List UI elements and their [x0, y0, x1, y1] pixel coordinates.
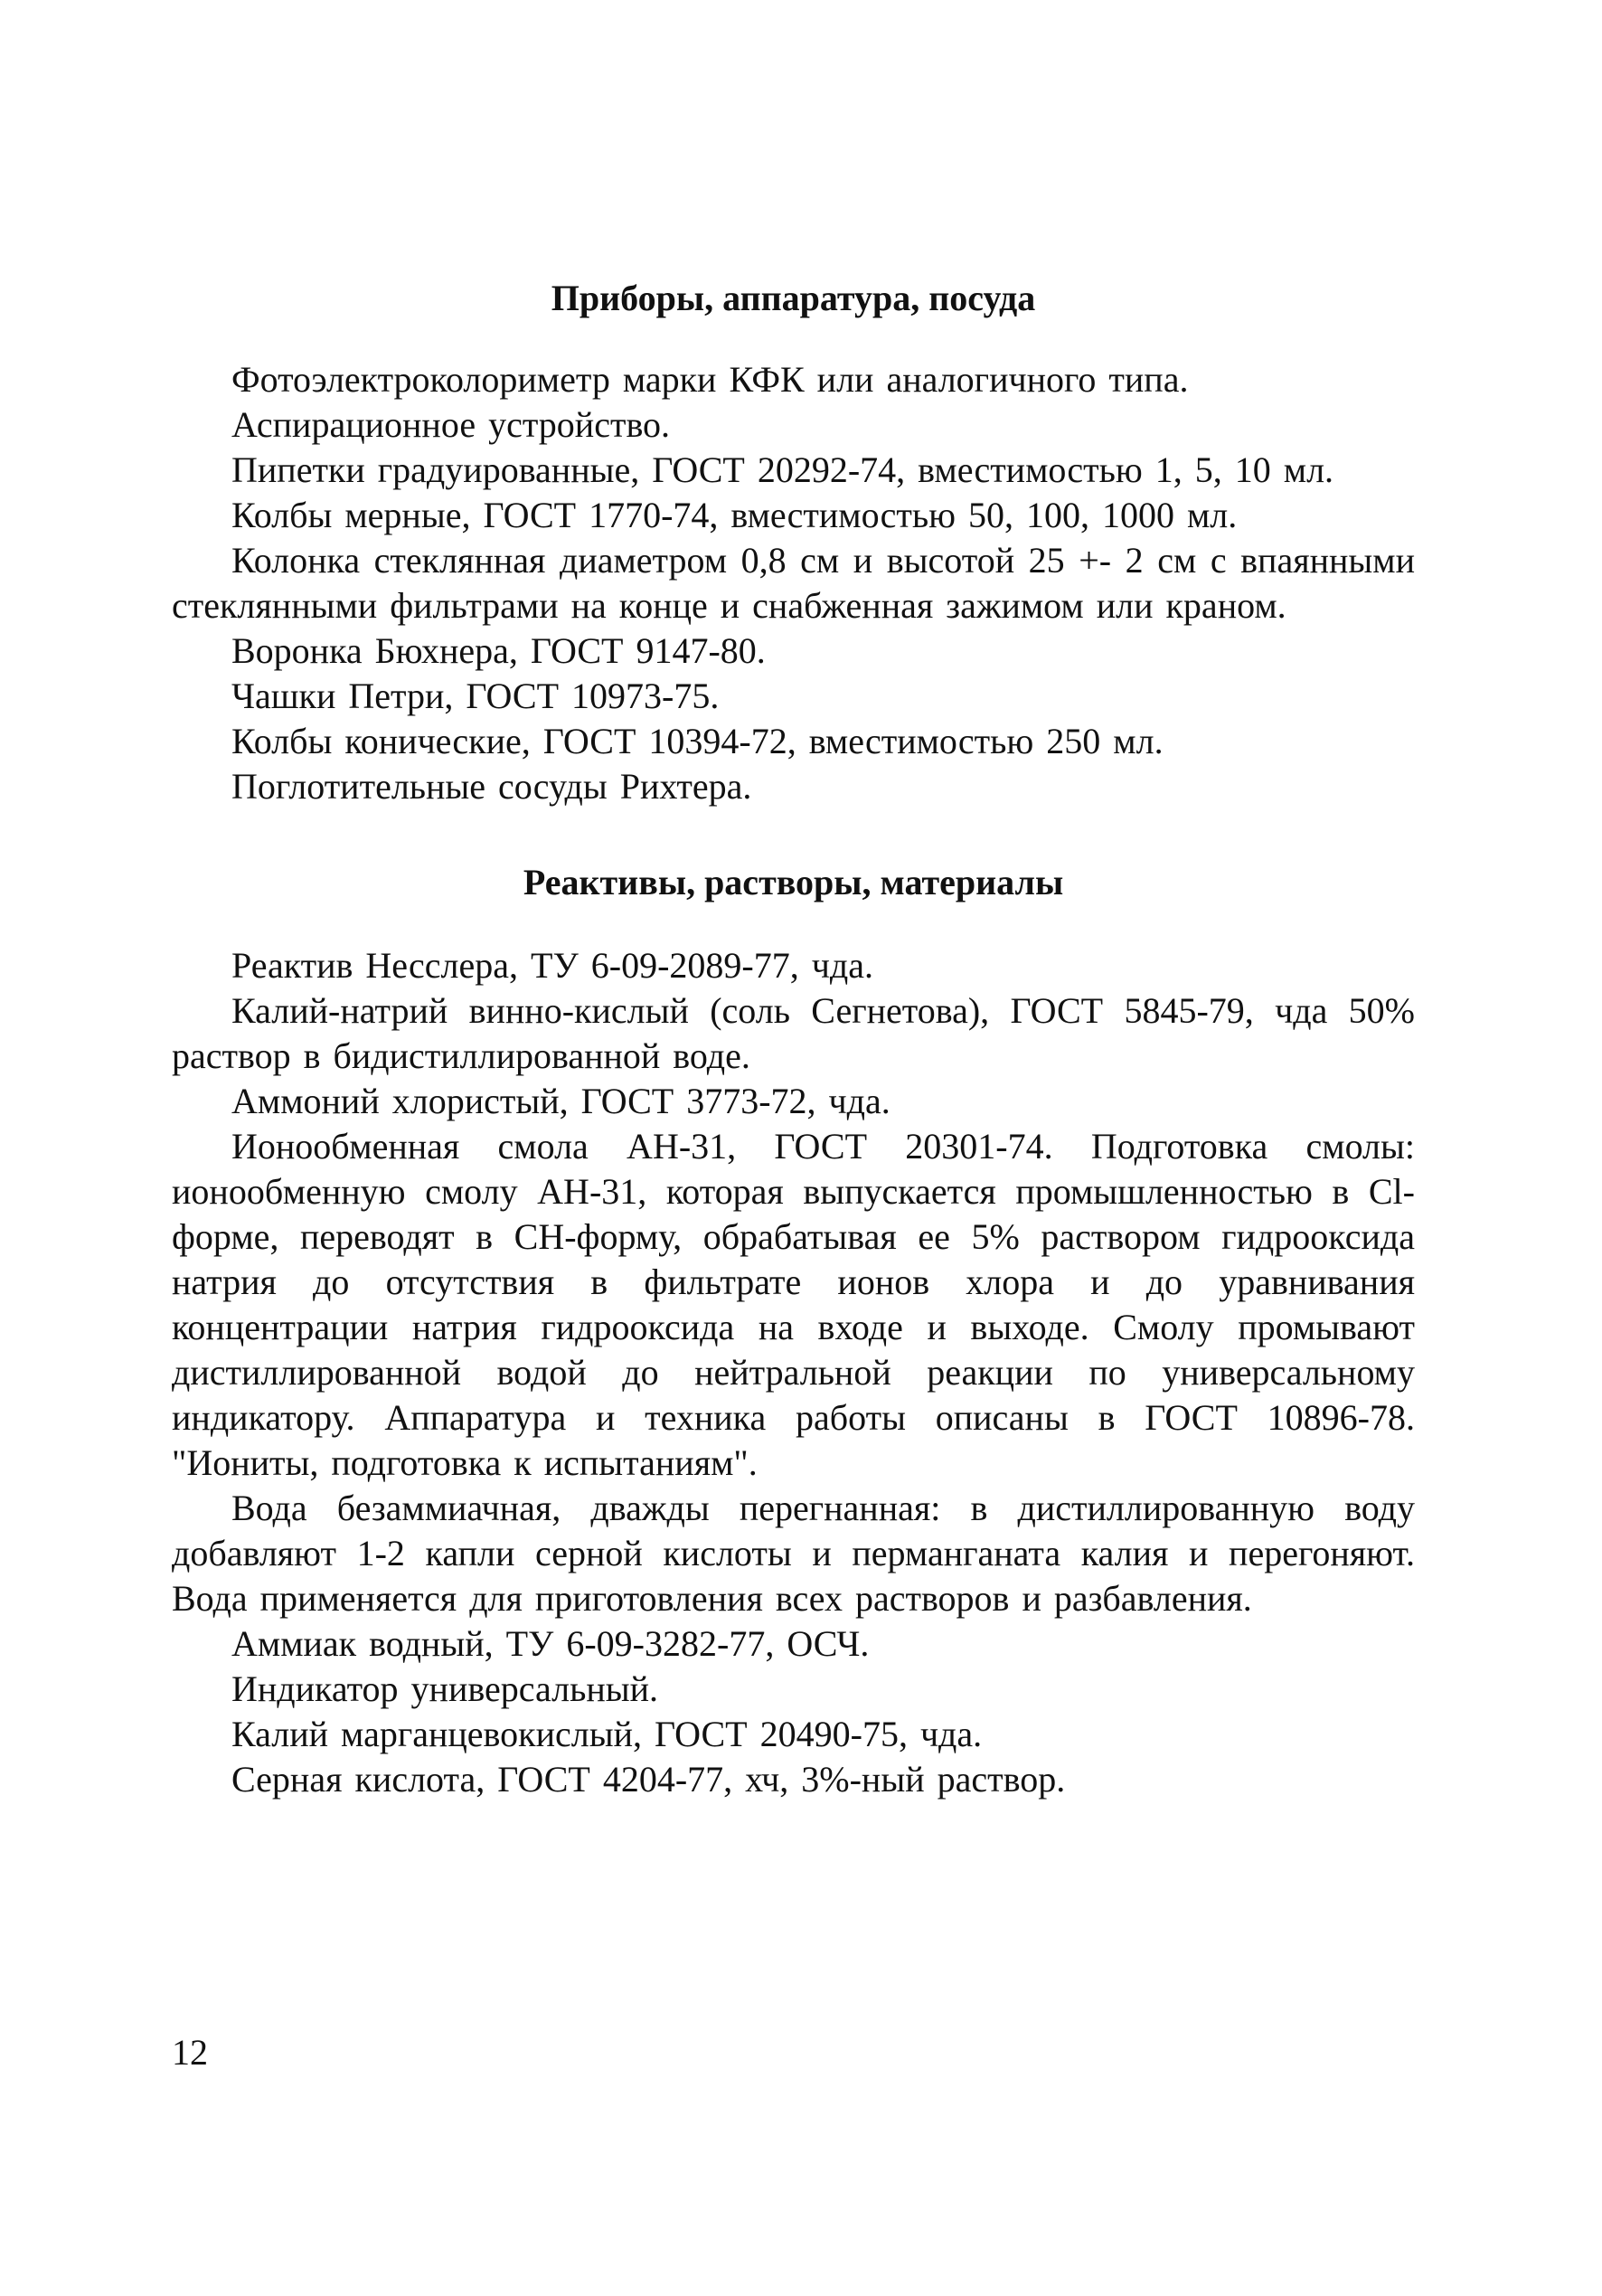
- reagent-item: Индикатор универсальный.: [231, 1668, 659, 1709]
- equipment-item: Аспирационное устройство.: [231, 404, 671, 445]
- equipment-item: Чашки Петри, ГОСТ 10973-75.: [231, 676, 720, 716]
- reagent-item: Калий марганцевокислый, ГОСТ 20490-75, чда.: [231, 1714, 983, 1754]
- equipment-item: Колбы мерные, ГОСТ 1770-74, вместимостью 50, 100, 1000 мл.: [231, 495, 1238, 535]
- reagent-item: Аммиак водный, ТУ 6-09-3282-77, ОСЧ.: [231, 1623, 870, 1664]
- reagent-item: Калий-натрий винно-кислый (соль Сегнетова), ГОСТ 5845-79, чда 50% раствор в бидистиллированной воде.: [172, 990, 1415, 1076]
- page-number: 12: [172, 2032, 208, 2073]
- equipment-item: Поглотительные сосуды Рихтера.: [231, 766, 752, 807]
- reagent-item: Ионообменная смола АН-31, ГОСТ 20301-74. Подготовка смолы: ионообменную смолу АН-31, которая выпускается промышленностью в Cl-форме, переводят в СН-форму, обрабатывая ее 5% раствором гидрооксида натрия до отсутствия в фильтрате ионов хлора и до уравнивания концентрации натрия гидрооксида на входе и выходе. Смолу промывают дистиллированной водой до нейтральной реакции по универсальному индикатору. Аппаратура и техника работы описаны в ГОСТ 10896-78. "Иониты, подготовка к испытаниям".: [172, 1126, 1415, 1483]
- section-title-equipment: Приборы, аппаратура, посуда: [551, 278, 1036, 318]
- equipment-item: Воронка Бюхнера, ГОСТ 9147-80.: [231, 630, 766, 671]
- equipment-item: Пипетки градуированные, ГОСТ 20292-74, вместимостью 1, 5, 10 мл.: [231, 449, 1334, 490]
- equipment-item: Колонка стеклянная диаметром 0,8 см и высотой 25 +- 2 см с впаянными стеклянными фильтрами на конце и снабженная зажимом или краном.: [172, 540, 1415, 626]
- section-title-reagents: Реактивы, растворы, материалы: [523, 862, 1064, 902]
- reagent-item: Аммоний хлористый, ГОСТ 3773-72, чда.: [231, 1081, 891, 1121]
- reagent-item: Серная кислота, ГОСТ 4204-77, хч, 3%-ный раствор.: [231, 1759, 1066, 1800]
- reagent-item: Реактив Несслера, ТУ 6-09-2089-77, чда.: [231, 945, 873, 986]
- equipment-item: Колбы конические, ГОСТ 10394-72, вместимостью 250 мл.: [231, 721, 1164, 761]
- reagent-item: Вода безаммиачная, дважды перегнанная: в дистиллированную воду добавляют 1-2 капли серной кислоты и перманганата калия и перегоняют. Вода применяется для приготовления всех растворов и разбавления.: [172, 1488, 1415, 1619]
- page-content: [172, 276, 1415, 1802]
- equipment-item: Фотоэлектроколориметр марки КФК или аналогичного типа.: [231, 359, 1189, 400]
